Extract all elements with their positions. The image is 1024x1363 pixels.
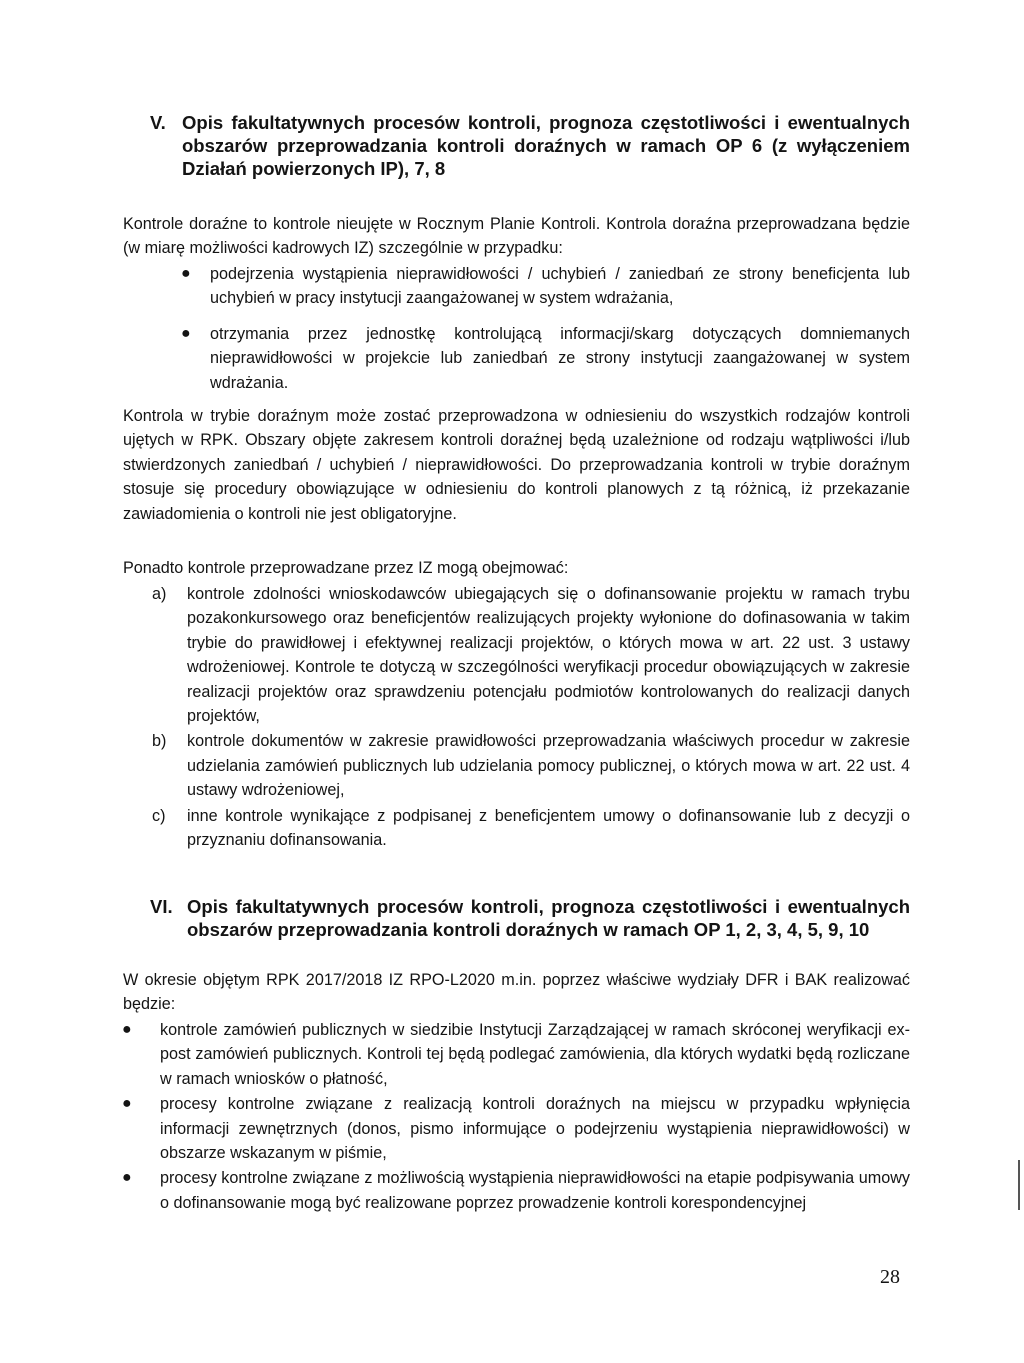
section-vi-number: VI. — [150, 896, 173, 917]
list-item — [122, 1018, 910, 1091]
section-v-paragraph: Kontrola w trybie doraźnym może zostać przeprowadzona w odniesieniu do wszystkich rodzajów kontroli ujętych w RPK. Obszary objęte zakresem kontroli doraźnej będą uzależnione od rodzaju wątpliwości i/lub stwierdzonych zaniedbań / uchybień / nieprawidłowości. Do przeprowadzania kontroli w trybie doraźnym stosuje się procedury obowiązujące w odniesieniu do kontroli planowych z tą różnicą, iż przekazanie zawiadomienia o kontroli nie jest obligatoryjne. — [123, 407, 910, 523]
section-vi-bullet-list — [122, 1018, 910, 1215]
bullet-dot: ● — [122, 1095, 132, 1113]
list-item-text: inne kontrole wynikające z podpisanej z beneficjentem umowy o dofinansowanie lub z decyzji o przyznaniu dofinansowania. — [187, 806, 910, 850]
list-item-label: a) — [152, 585, 167, 603]
section-v-bullet-list — [181, 262, 910, 395]
list-item-label: b) — [152, 732, 167, 751]
bullet-dot: ● — [122, 1021, 132, 1038]
bullet-dot: ● — [181, 324, 191, 342]
list-item — [152, 804, 910, 853]
section-vi-intro: W okresie objętym RPK 2017/2018 IZ RPO-L2020 m.in. poprzez właściwe wydziały DFR i BAK realizować będzie: — [123, 971, 910, 1014]
bullet-dot: ● — [122, 1169, 132, 1187]
bullet-dot: ● — [181, 265, 191, 282]
list-item — [152, 729, 910, 802]
list-item — [181, 322, 910, 395]
list-item-text: procesy kontrolne związane z możliwością wystąpienia nieprawidłowości na etapie podpisywania umowy o dofinansowanie mogą być realizowane poprzez prowadzenie kontroli korespondencyjnej — [160, 1169, 910, 1212]
list-item-text: podejrzenia wystąpienia nieprawidłowości / uchybień / zaniedbań ze strony beneficjenta lub uchybień w pracy instytucji zaangażowanej w system wdrażania, — [210, 265, 910, 308]
list-item — [122, 1166, 910, 1215]
list-item-text: otrzymania przez jednostkę kontrolującą informacji/skarg dotyczących domniemanych nieprawidłowości w projekcie lub zaniedbań ze strony instytucji zaangażowanej w system wdrażania. — [210, 324, 910, 392]
list-item-text: kontrole dokumentów w zakresie prawidłowości przeprowadzania właściwych procedur w zakresie udzielania zamówień publicznych lub udzielania pomocy publicznej, o których mowa w art. 22 ust. 4 ustawy wdrożeniowej, — [187, 732, 910, 800]
scan-edge-mark — [1018, 1160, 1020, 1210]
section-v-intro: Kontrole doraźne to kontrole nieujęte w Rocznym Planie Kontroli. Kontrola doraźna przeprowadzana będzie (w miarę możliwości kadrowych IZ) szczególnie w przypadku: — [123, 215, 910, 258]
list-item-text: kontrole zamówień publicznych w siedzibie Instytucji Zarządzającej w ramach skróconej weryfikacji ex-post zamówień publicznych. Kontroli tej będą podlegać zamówienia, dla których wydatki będą rozliczane w ramach wniosków o płatność, — [160, 1021, 910, 1088]
page-number: 28 — [880, 1266, 900, 1288]
section-vi-title: Opis fakultatywnych procesów kontroli, prognoza częstotliwości i ewentualnych obszarów przeprowadzania kontroli doraźnych w ramach OP 1, 2, 3, 4, 5, 9, 10 — [187, 896, 910, 940]
list-item-label: c) — [152, 806, 166, 825]
section-v-number: V. — [150, 112, 166, 133]
section-v-heading — [150, 111, 910, 180]
list-item-text: kontrole zdolności wnioskodawców ubiegających się o dofinansowanie projektu w ramach trybu pozakonkursowego oraz beneficjentów realizujących projekty wyłonione do dofinasowania w takim trybie do prawidłowej i efektywnej realizacji projektów, o których mowa w art. 22 ust. 3 ustawy wdrożeniowej. Kontrole te dotyczą w szczególności weryfikacji procedur obowiązujących w zakresie realizacji projektów oraz sprawdzeniu potencjału podmiotów kontrolowanych do realizacji danych projektów, — [187, 585, 910, 726]
list-item — [122, 1092, 910, 1165]
section-v-title: Opis fakultatywnych procesów kontroli, prognoza częstotliwości i ewentualnych obszarów przeprowadzania kontroli doraźnych w ramach OP 6 (z wyłączeniem Działań powierzonych IP), 7, 8 — [182, 112, 910, 179]
list-item — [152, 582, 910, 728]
list-item — [181, 262, 910, 311]
section-v-paragraph-lead: Ponadto kontrole przeprowadzane przez IZ mogą obejmować: — [123, 559, 569, 577]
section-vi-heading — [150, 895, 910, 941]
list-item-text: procesy kontrolne związane z realizacją kontroli doraźnych na miejscu w przypadku wpłynięcia informacji zewnętrznych (donos, pismo informujące o podejrzeniu wystąpienia nieprawidłowości) w obszarze wskazanym w piśmie, — [160, 1095, 910, 1163]
section-v-lettered-list — [152, 582, 910, 852]
